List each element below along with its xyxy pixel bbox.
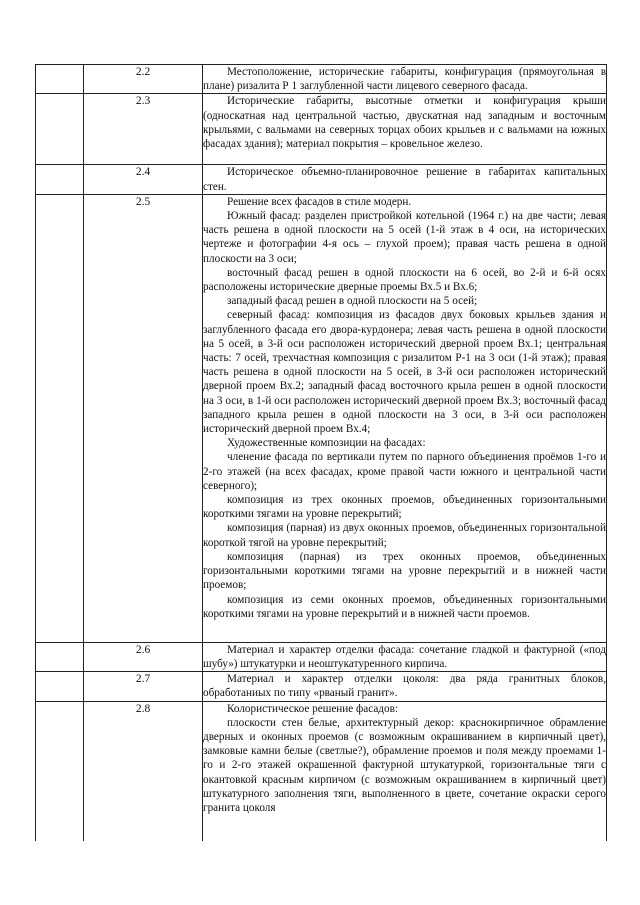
table-row	[36, 701, 607, 841]
paragraph: Материал и характер отделки фасада: сочетание гладкой и фактурной («под шубу») штукатурки и неоштукатуренного кирпича.	[203, 643, 606, 671]
item-number: 2.6	[84, 642, 203, 671]
item-number: 2.4	[84, 165, 203, 194]
blank-cell	[36, 94, 84, 165]
item-description	[203, 94, 607, 165]
paragraph: композиция из семи оконных проемов, объединенных горизонтальными короткими тягами на уровне перекрытий и в нижней части проемов.	[203, 593, 606, 620]
paragraph: восточный фасад решен в одной плоскости на 6 осей, во 2-й и 6-й осях расположены исторические дверные проемы Вх.5 и Вх.6;	[203, 266, 606, 294]
paragraph: композиция (парная) из двух оконных проемов, объединенных горизонтальной короткой тягой на уровне перекрытий;	[203, 522, 606, 549]
paragraph: композиция из трех оконных проемов, объединенных горизонтальными короткими тягами на уровне перекрытий;	[203, 494, 606, 521]
paragraph: плоскости стен белые, архитектурный декор: краснокирпичное обрамление дверных и оконных проемов (с возможным окрашиванием в кирпичный цвет), замковые камни белые (светлые?), обрамление проемов и поля между проемами 1-го и 2-го этажей окрашенной фактурной штукатуркой, горизонтальные тяги с окантовкой красным кирпичом (с возможным окрашиванием в кирпичный цвет) штукатурного заполнения тяги, выполненного в цвете, сочетание окраски серого гранита цоколя	[203, 716, 606, 815]
blank-cell	[36, 672, 84, 701]
paragraph: членение фасада по вертикали путем по парного объединения проёмов 1-го и 2-го этажей (на всех фасадах, кроме правой части южного и центральной части северного);	[203, 451, 606, 492]
item-number: 2.7	[84, 672, 203, 701]
blank-cell	[36, 194, 84, 642]
paragraph: Историческое объемно-планировочное решение в габаритах капитальных стен.	[203, 166, 606, 193]
blank-cell	[36, 65, 84, 94]
attributes-table	[35, 64, 607, 841]
item-number: 2.5	[84, 194, 203, 642]
item-description	[203, 194, 607, 642]
table-row	[36, 65, 607, 94]
paragraph: Местоположение, исторические габариты, конфигурация (прямоугольная в плане) ризалита Р 1 заглубленной части лицевого северного фасада.	[203, 66, 606, 93]
item-number: 2.8	[84, 701, 203, 841]
item-description	[203, 701, 607, 841]
table-row	[36, 194, 607, 642]
paragraph: Южный фасад: разделен пристройкой котельной (1964 г.) на две части; левая часть решена в одной плоскости на 5 осей (1-й этаж в 4 оси, на исторических чертеже и фотографии 4-я ось – глухой проем); правая часть решена в одной плоскости на 3 оси;	[203, 210, 606, 265]
item-description	[203, 642, 607, 671]
item-number: 2.2	[84, 65, 203, 94]
item-description	[203, 165, 607, 194]
paragraph: Колористическое решение фасадов:	[227, 702, 398, 715]
paragraph: западный фасад решен в одной плоскости на 5 осей;	[227, 295, 478, 308]
blank-cell	[36, 701, 84, 841]
blank-cell	[36, 165, 84, 194]
paragraph: Исторические габариты, высотные отметки и конфигурация крыши (односкатная над центральной частью, двускатная над западным и восточным крыльями, с вальмами на северных торцах обоих крыльев и с вальмами на южных фасадах здания); материал покрытия – кровельное железо.	[203, 95, 606, 151]
blank-cell	[36, 642, 84, 671]
paragraph: Художественные композиции на фасадах:	[227, 437, 426, 450]
table-row	[36, 672, 607, 701]
table-row	[36, 165, 607, 194]
paragraph: Решение всех фасадов в стиле модерн.	[227, 195, 412, 208]
paragraph: композиция (парная) из трех оконных проемов, объединенных горизонтальными короткими тягами на уровне перекрытий и в нижней части проемов;	[203, 550, 606, 592]
item-description	[203, 672, 607, 701]
item-description	[203, 65, 607, 94]
table-row	[36, 642, 607, 671]
table-row	[36, 94, 607, 165]
paragraph: Материал и характер отделки цоколя: два ряда гранитных блоков, обработаниых по типу «рваный гранит».	[203, 673, 606, 700]
item-number: 2.3	[84, 94, 203, 165]
paragraph: северный фасад: композиция из фасадов двух боковых крыльев здания и заглубленного фасада его двора-курдонера; левая часть решена в одной плоскости на 5 осей, в 3-й оси расположен исторический дверной проем Вх.1; центральная часть: 7 осей, трехчастная композиция с ризалитом Р-1 на 3 оси (1-й этаж); правая часть решена в одной плоскости на 5 осей, в 3-й оси расположен исторический дверной проем Вх.2; западный фасад восточного крыла решен в одной плоскости на 3 оси, в 1-й оси расположен исторический дверной проем Вх.3; восточный фасад западного крыла решен в одной плоскости на 3 оси, в 3-й оси расположен исторический дверной проем Вх.4;	[203, 309, 606, 436]
